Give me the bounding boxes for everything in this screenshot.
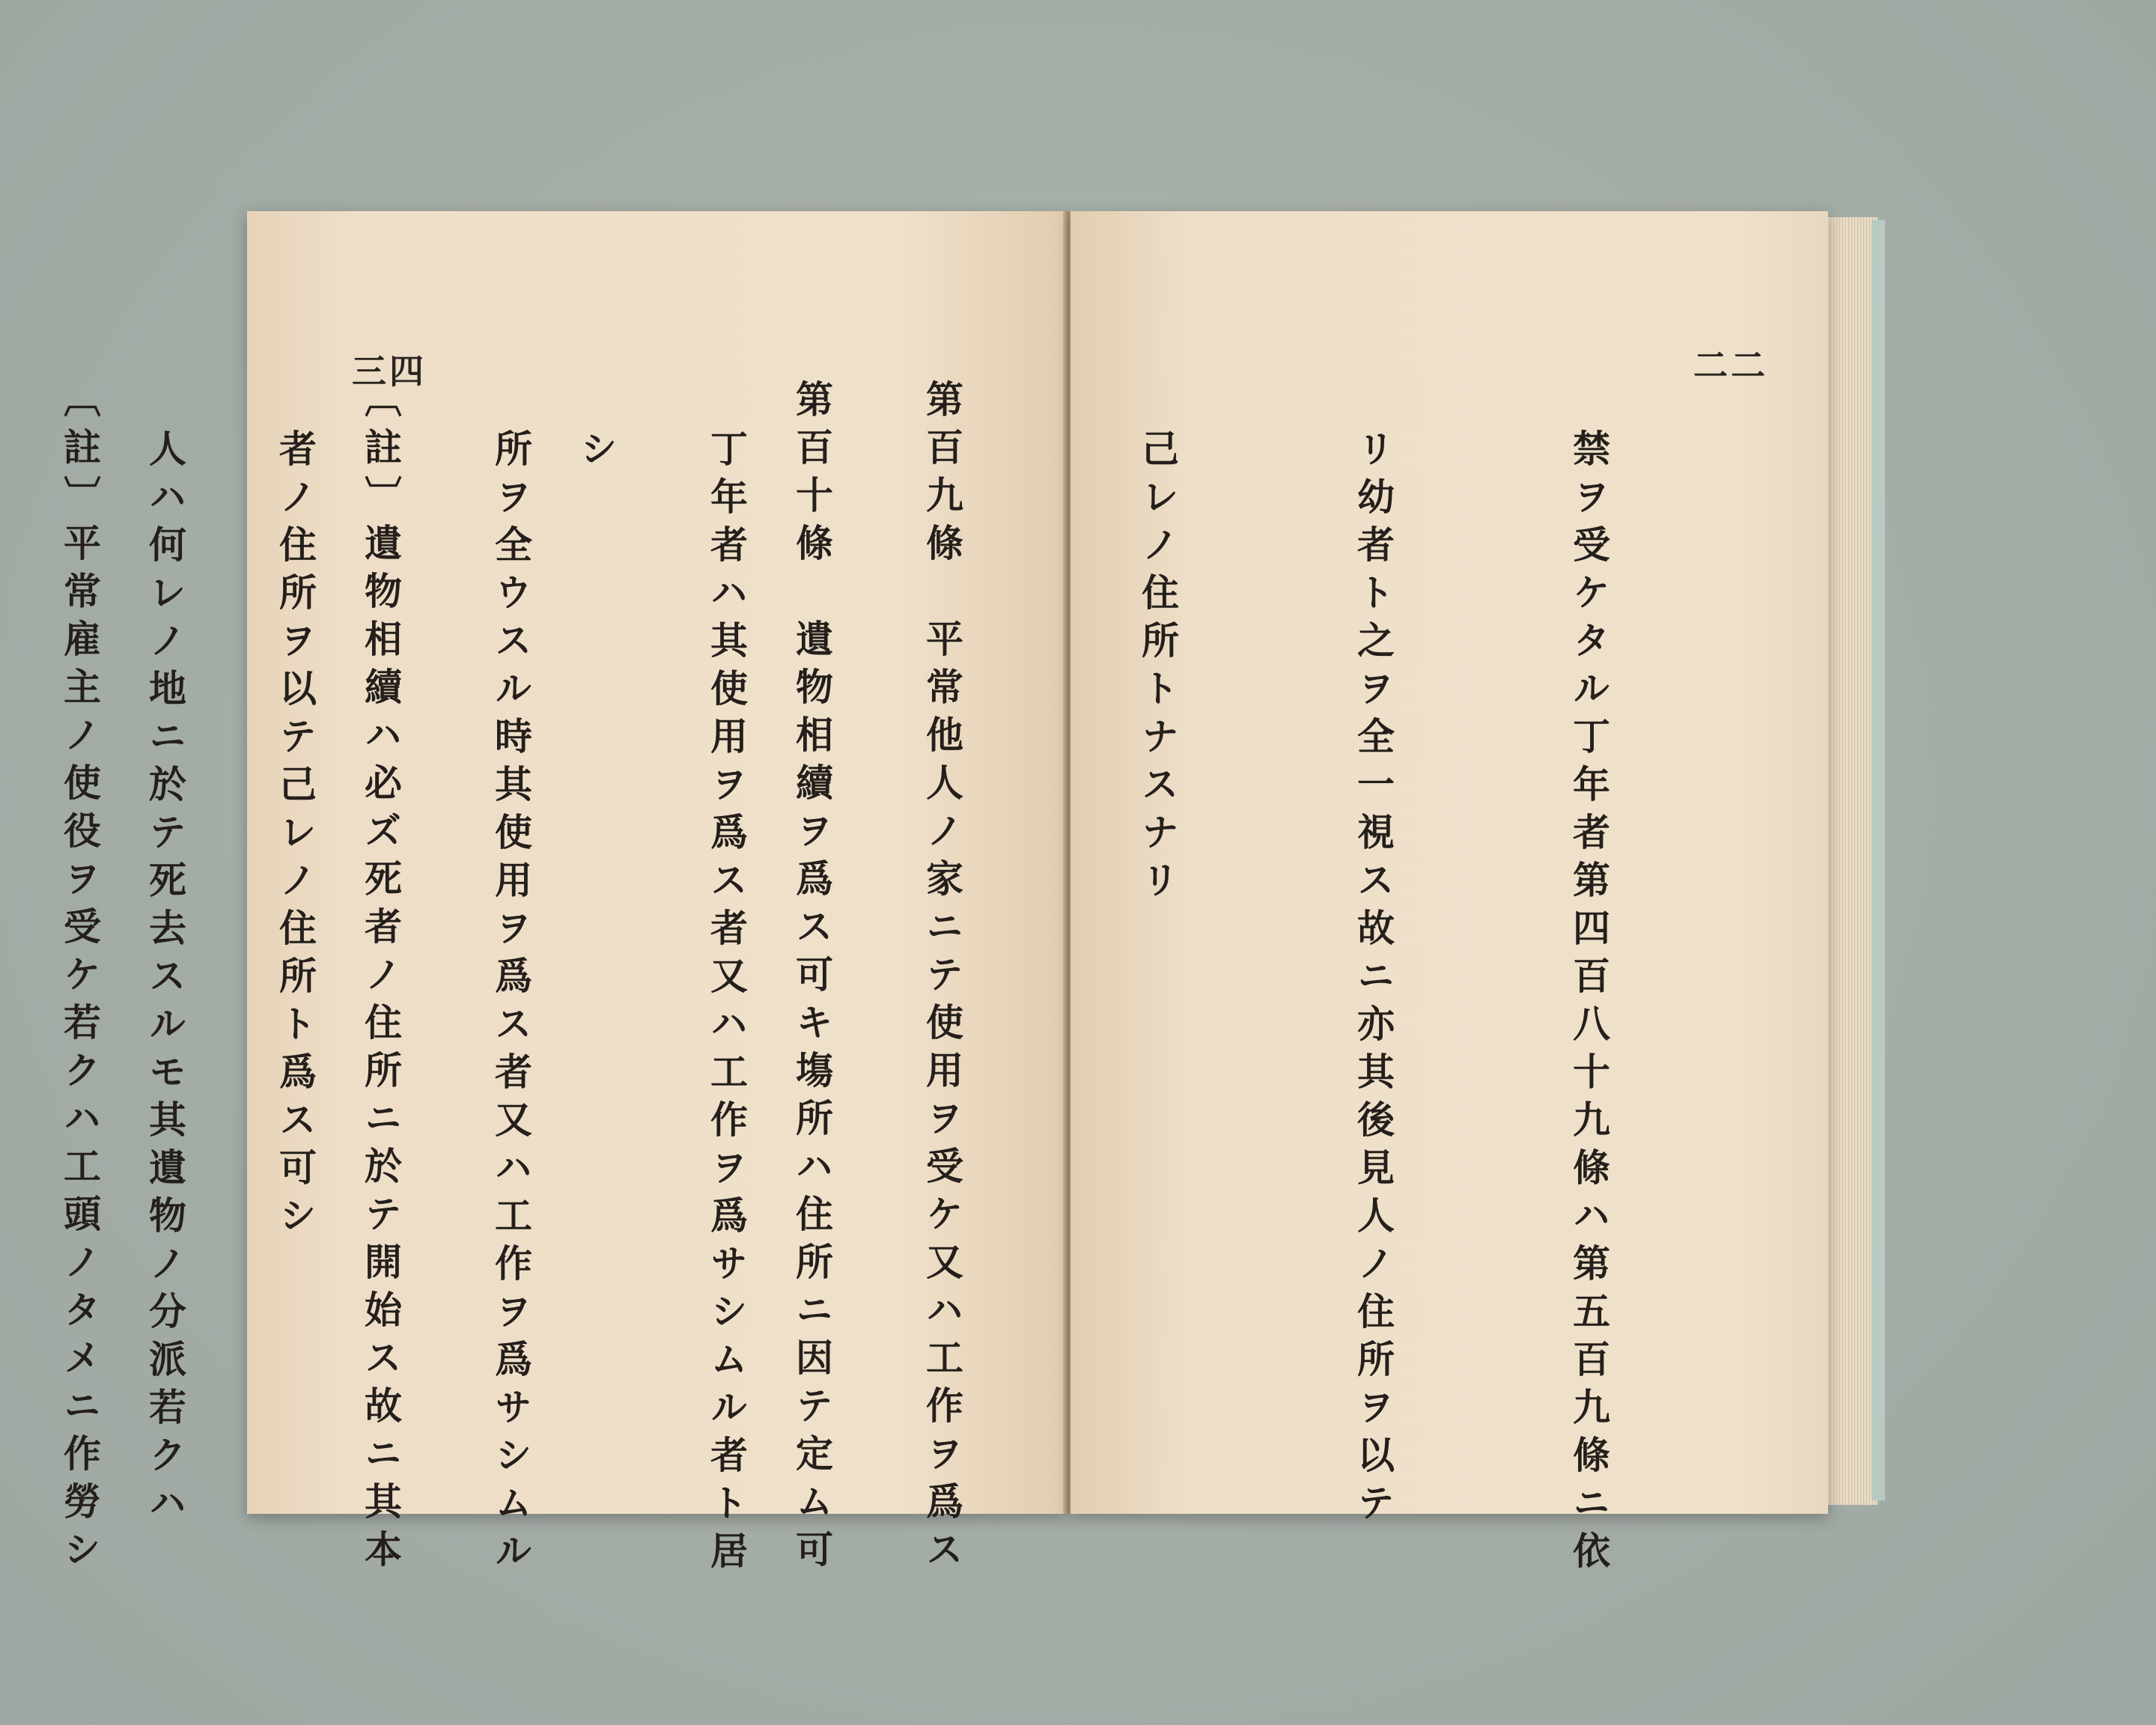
text-column: 所ヲ全ウスル時其使用ヲ爲ス者又ハ工作ヲ爲サシムル (489, 429, 533, 1579)
open-book (58, 211, 1939, 1579)
left-page-number: 三四 (352, 351, 427, 392)
text-column: 禁ヲ受ケタル丁年者第四百八十九條ハ第五百九條ニ依 (1567, 429, 1611, 1579)
text-column: 〔註〕平常雇主ノ使役ヲ受ケ若クハ工頭ノタメニ作勞シ (58, 380, 102, 1578)
text-column: リ幼者ト之ヲ全一視ス故ニ亦其後見人ノ住所ヲ以テ (1351, 429, 1395, 1531)
text-column: 者ノ住所ヲ以テ己レノ住所ト爲ス可シ (273, 429, 317, 1244)
text-column: 人ハ何レノ地ニ於テ死去スルモ其遺物ノ分派若クハ (143, 429, 187, 1531)
book-cover-edge (1872, 220, 1885, 1500)
text-column: 己レノ住所トナスナリ (1136, 429, 1180, 908)
text-column: 〔註〕遺物相續ハ必ズ死者ノ住所ニ於テ開始ス故ニ其本 (359, 380, 403, 1578)
text-column: 第百十條 遺物相續ヲ爲ス可キ塲所ハ住所ニ因テ定ム可 (790, 380, 834, 1578)
text-column: 第百九條 平常他人ノ家ニテ使用ヲ受ケ又ハ工作ヲ爲ス (920, 380, 964, 1578)
right-page-number: 二二 (1693, 345, 1768, 386)
text-column: シ (574, 429, 618, 477)
text-column: 丁年者ハ其使用ヲ爲ス者又ハ工作ヲ爲サシムル者ト居 (704, 429, 749, 1579)
